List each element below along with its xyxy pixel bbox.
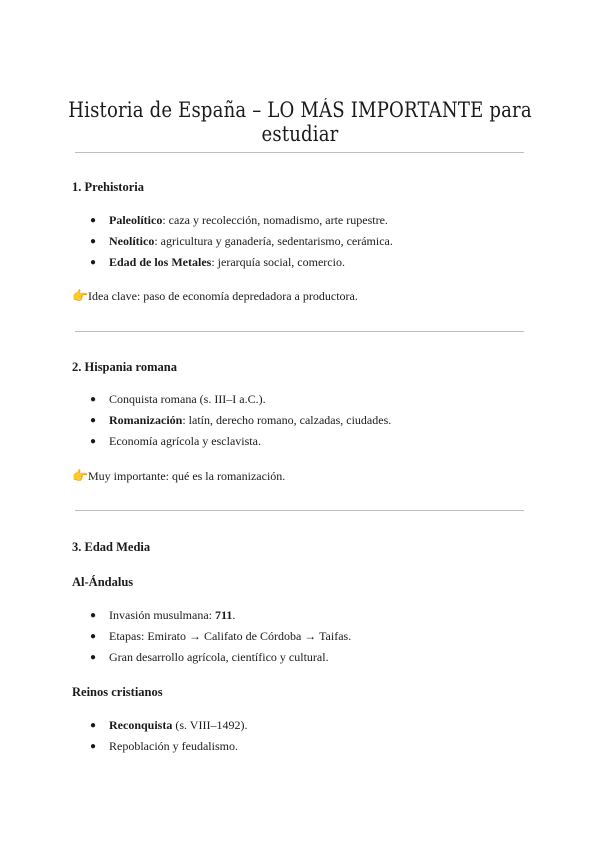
bullet-icon: ● (90, 236, 97, 247)
bullet-icon: ● (90, 215, 97, 226)
bullet-icon: ● (90, 631, 97, 642)
subsection-heading-al-andalus: Al-Ándalus (72, 575, 134, 589)
pointing-hand-icon: 👉 (72, 468, 89, 483)
hispania-list (90, 389, 391, 452)
bullet-icon: ● (90, 741, 97, 752)
bullet-icon: ● (90, 415, 97, 426)
list-item (90, 605, 351, 626)
divider (75, 152, 524, 153)
description: : jerarquía social, comercio. (211, 255, 345, 269)
list-item (90, 410, 391, 431)
note-text: Muy importante: qué es la romanización. (88, 469, 286, 483)
description: : latín, derecho romano, calzadas, ciudades. (182, 413, 392, 427)
term: Edad de los Metales (109, 255, 212, 269)
key-note (72, 468, 285, 484)
divider (75, 331, 524, 332)
bullet-icon: ● (90, 257, 97, 268)
bullet-icon: ● (90, 610, 97, 621)
list-item (90, 252, 393, 273)
bullet-icon: ● (90, 720, 97, 731)
term: 711 (214, 608, 233, 622)
list-item (90, 626, 351, 647)
bullet-icon: ● (90, 436, 97, 447)
note-text: Idea clave: paso de economía depredadora a productora. (88, 289, 358, 303)
description: (s. VIII–1492). (172, 718, 248, 732)
description: Economía agrícola y esclavista. (109, 434, 261, 448)
prehistoria-list (90, 210, 393, 273)
list-item (90, 647, 351, 668)
section-heading-prehistoria: 1. Prehistoria (72, 180, 144, 194)
description: Gran desarrollo agrícola, científico y cultural. (109, 650, 329, 664)
term: Romanización (109, 413, 183, 427)
divider (75, 510, 524, 511)
key-note (72, 288, 358, 304)
description: : caza y recolección, nomadismo, arte rupestre. (162, 213, 388, 227)
term: Neolítico (109, 234, 155, 248)
list-item (90, 715, 247, 736)
al-andalus-list (90, 605, 351, 668)
section-heading-hispania: 2. Hispania romana (72, 360, 177, 374)
reinos-cristianos-list (90, 715, 247, 757)
list-item (90, 431, 391, 452)
pointing-hand-icon: 👉 (72, 288, 89, 303)
bullet-icon: ● (90, 394, 97, 405)
description: . (232, 608, 236, 622)
page-title: Historia de España – LO MÁS IMPORTANTE para estudiar (68, 98, 532, 146)
section-heading-edad-media: 3. Edad Media (72, 540, 151, 554)
list-item (90, 736, 247, 757)
description: Invasión musulmana: (109, 608, 215, 622)
description: Etapas: Emirato → Califato de Córdoba → Taifas. (109, 629, 352, 643)
description: Conquista romana (s. III–I a.C.). (109, 392, 266, 406)
description: Repoblación y feudalismo. (109, 739, 238, 753)
term: Reconquista (109, 718, 173, 732)
list-item (90, 389, 391, 410)
list-item (90, 210, 393, 231)
description: : agricultura y ganadería, sedentarismo, cerámica. (154, 234, 393, 248)
list-item (90, 231, 393, 252)
term: Paleolítico (109, 213, 163, 227)
subsection-heading-reinos-cristianos: Reinos cristianos (72, 685, 163, 699)
bullet-icon: ● (90, 652, 97, 663)
